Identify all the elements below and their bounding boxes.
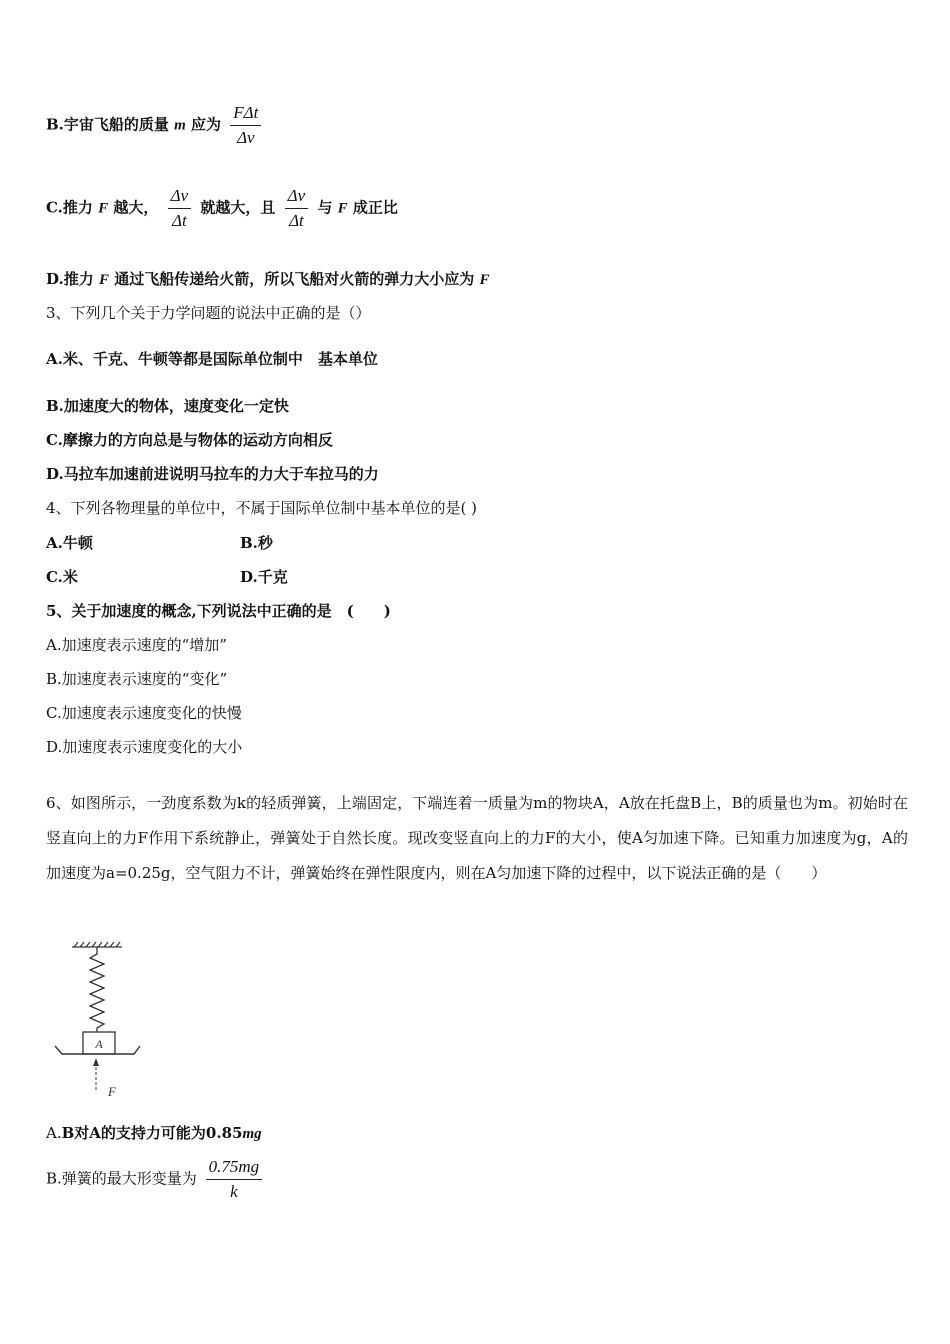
q2-option-b-fraction (230, 103, 261, 148)
q2-option-c-var: F (98, 200, 109, 217)
q2-option-c-var2: F (337, 200, 348, 217)
q3-stem: 3、下列几个关于力学问题的说法中正确的是（） (46, 304, 371, 322)
q6-option-a-var: mg (242, 1126, 262, 1142)
arrow-head-icon (93, 1058, 99, 1066)
q3-option-a: A.米、千克、牛顿等都是国际单位制中 基本单位 (46, 350, 378, 368)
q2-option-b (46, 103, 265, 148)
fraction-numerator: FΔt (230, 103, 261, 126)
spring-diagram (50, 940, 150, 1100)
force-label: F (108, 1084, 116, 1099)
fraction-denominator: Δt (289, 211, 304, 230)
q2-option-c-prefix: C.推力 (46, 198, 93, 217)
q6-option-b-fraction (206, 1157, 263, 1202)
q2-option-d (46, 269, 489, 290)
q5-option-b: B.加速度表示速度的“变化” (46, 670, 228, 688)
q4-option-d: D.千克 (240, 568, 288, 586)
ceiling-hatch (72, 942, 122, 947)
q6-option-b-text: 弹簧的最大形变量为 (61, 1169, 197, 1188)
q6-option-a (46, 1123, 262, 1144)
q4-stem: 4、下列各物理量的单位中，不属于国际单位制中基本单位的是( ) (46, 499, 478, 517)
q2-option-d-prefix: D.推力 (46, 270, 94, 288)
q4-option-c: C.米 (46, 568, 78, 586)
q2-option-d-var2: F (479, 272, 490, 288)
fraction-denominator: Δt (172, 211, 187, 230)
q2-option-c-suffix: 成正比 (352, 198, 398, 217)
q2-option-c-mid2: 就越大，且 (200, 198, 276, 217)
q2-option-c-mid3: 与 (317, 198, 333, 217)
q6-stem: 6、如图所示，一劲度系数为k的轻质弹簧，上端固定，下端连着一质量为m的物块A，A放在托盘B上，B的质量也为m。初始时在竖直向上的力F作用下系统静止，弹簧处于自然长度。现改变竖直向上的力F的大小，使A匀加速下降。已知重力加速度为g，A的加速度为a=0.25g，空气阻力不计，弹簧始终在弹性限度内，则在A匀加速下降的过程中，以下说法正确的是（ ） (46, 794, 908, 882)
q2-option-c-fraction-2 (285, 186, 309, 231)
q2-option-c-fraction-1 (168, 186, 192, 231)
fraction-numerator: Δv (285, 186, 309, 209)
q6-option-b (46, 1157, 266, 1202)
q2-option-b-var: m (174, 117, 186, 134)
q2-option-c (46, 186, 398, 231)
spring (90, 947, 104, 1032)
q4-option-a: A.牛顿 (46, 534, 93, 552)
q2-option-c-mid1: 越大， (113, 198, 159, 217)
q2-option-d-var: F (98, 272, 109, 288)
fraction-denominator: Δv (237, 128, 255, 147)
q4-option-b: B.秒 (240, 534, 273, 552)
q6-option-a-text: B对A的支持力可能为0.85 (61, 1124, 243, 1142)
q6-option-a-prefix: A. (46, 1124, 62, 1142)
fraction-numerator: 0.75mg (206, 1157, 263, 1180)
fraction-numerator: Δv (168, 186, 192, 209)
q3-option-d: D.马拉车加速前进说明马拉车的力大于车拉马的力 (46, 465, 379, 483)
q6-option-b-prefix: B. (46, 1169, 62, 1188)
q2-option-d-mid: 通过飞船传递给火箭，所以飞船对火箭的弹力大小应为 (114, 270, 475, 288)
q5-option-d: D.加速度表示速度变化的大小 (46, 738, 243, 756)
q3-option-b: B.加速度大的物体，速度变化一定快 (46, 397, 289, 415)
block-a-label: A (95, 1037, 103, 1051)
fraction-denominator: k (230, 1182, 238, 1201)
q5-option-a: A.加速度表示速度的“增加” (46, 636, 227, 654)
q2-option-b-prefix: B.宇宙飞船的质量 (46, 115, 169, 134)
q2-option-b-mid: 应为 (191, 115, 222, 134)
q5-option-c: C.加速度表示速度变化的快慢 (46, 704, 242, 722)
q5-stem: 5、关于加速度的概念,下列说法中正确的是 ( ) (46, 602, 391, 620)
q3-option-c: C.摩擦力的方向总是与物体的运动方向相反 (46, 431, 333, 449)
